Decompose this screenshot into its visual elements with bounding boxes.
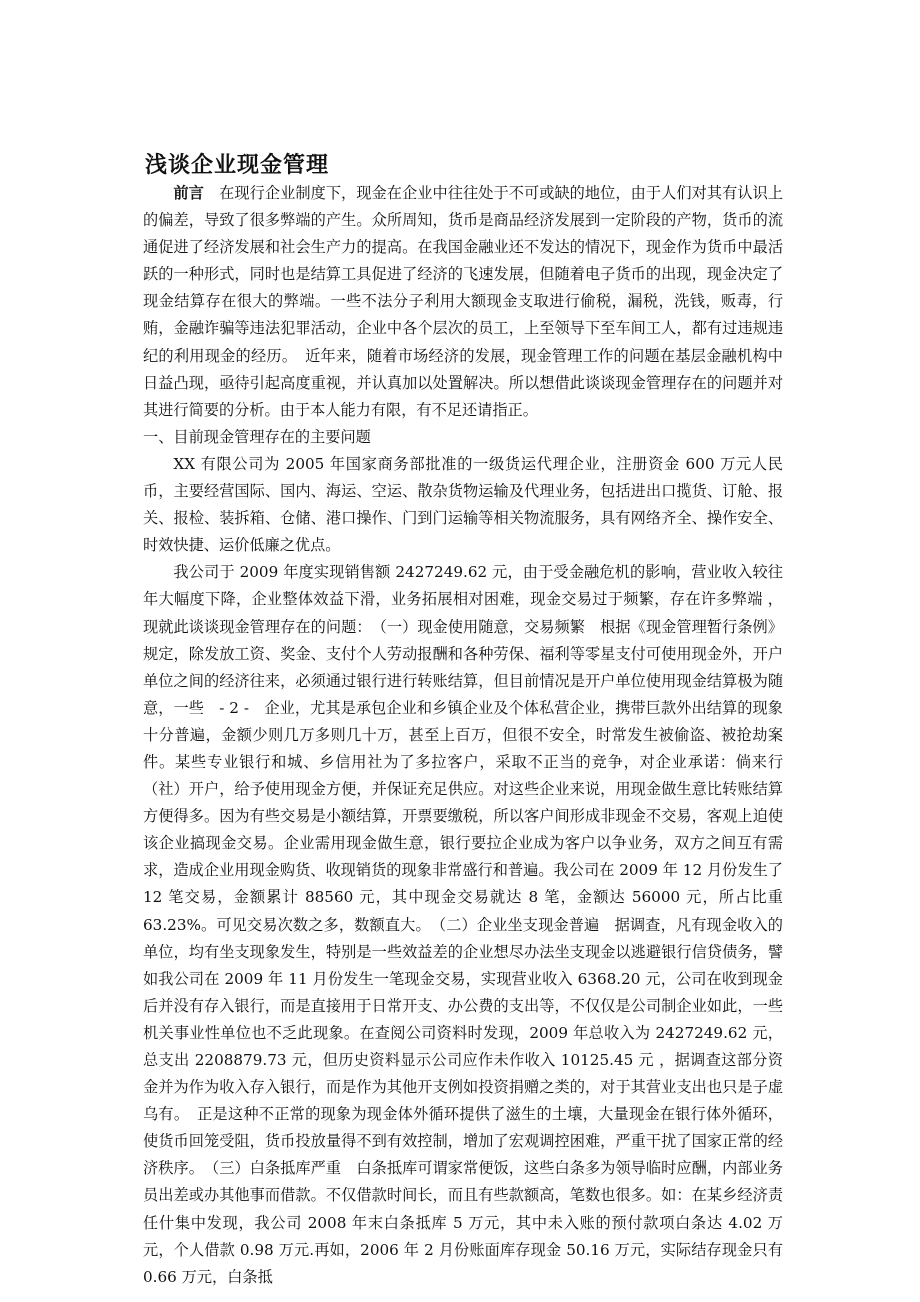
preface-paragraph bbox=[143, 180, 783, 424]
preface-label: 前言 bbox=[173, 184, 204, 202]
preface-text: 在现行企业制度下，现金在企业中往往处于不可或缺的地位，由于人们对其有认识上的偏差，导致了很多弊端的产生。众所周知，货币是商品经济发展到一定阶段的产物，货币的流通促进了经济发展和社会生产力的提高。在我国金融业还不发达的情况下，现金作为货币中最活跃的一种形式，同时也是结算工具促进了经济的飞速发展，但随着电子货币的出现，现金决定了现金结算存在很大的弊端。一些不法分子利用大额现金支取进行偷税，漏税，洗钱，贩毒，行贿，金融诈骗等违法犯罪活动，企业中各个层次的员工，上至领导下至车间工人，都有过违规违纪的利用现金的经历。 近年来，随着市场经济的发展，现金管理工作的问题在基层金融机构中日益凸现，亟待引起高度重视，并认真加以处置解决。所以想借此谈谈现金管理存在的问题并对其进行简要的分析。由于本人能力有限，有不足还请指正。 bbox=[143, 184, 784, 419]
document-body bbox=[143, 180, 783, 1291]
section-heading: 一、目前现金管理存在的主要问题 bbox=[143, 427, 371, 446]
main-paragraph: 我公司于 2009 年度实现销售额 2427249.62 元，由于受金融危机的影响，营业收入较往年大幅度下降，企业整体效益下滑，业务拓展相对困难，现金交易过于频繁，存在许多弊端 ，现就此谈谈现金管理存在的问题： （一）现金使用随意，交易频繁 根据《现金管理暂行条例》规定，除发放工资、奖金、支付个人劳动报酬和各种劳保、福利等零星支付可使用现金外，开户单位之间的经济往来，必须通过银行进行转账结算，但目前情况是开户单位使用现金结算极为随意，一些 - 2 - 企业，尤其是承包企业和乡镇企业及个体私营企业，携带巨款外出结算的现象十分普遍，金额少则几万多则几十万，甚至上百万，但很不安全，时常发生被偷盗、被抢劫案件。某些专业银行和城、乡信用社为了多拉客户，采取不正当的竞争，对企业承诺：倘来行（社）开户，给予使用现金方便，并保证充足供应。对这些企业来说，用现金做生意比转账结算方便得多。因为有些交易是小额结算，开票要缴税，所以客户间形成非现金不交易，客观上迫使该企业搞现金交易。企业需用现金做生意，银行要拉企业成为客户以争业务，双方之间互有需求，造成企业用现金购货、收现销货的现象非常盛行和普遍。我公司在 2009 年 12 月份发生了 12 笔交易，金额累计 88560 元，其中现金交易就达 8 笔，金额达 56000 元，所占比重 63.23%。可见交易次数之多，数额直大。 （二）企业坐支现金普遍 据调查，凡有现金收入的单位，均有坐支现象发生，特别是一些效益差的企业想尽办法坐支现金以逃避银行信贷债务，譬如我公司在 2009 年 11 月份发生一笔现金交易，实现营业收入 6368.20 元，公司在收到现金后并没有存入银行，而是直接用于日常开支、办公费的支出等，不仅仅是公司制企业如此，一些机关事业性单位也不乏此现象。在查阅公司资料时发现，2009 年总收入为 2427249.62 元，总支出 2208879.73 元，但历史资料显示公司应作未作收入 10125.45 元 ，据调查这部分资金并为作为收入存入银行，而是作为其他开支例如投资捐赠之类的，对于其营业支出也只是子虚乌有。 正是这种不正常的现象为现金体外循环提供了滋生的土壤，大量现金在银行体外循环，使货币回笼受阻，货币投放量得不到有效控制，增加了宏观调控困难，严重干扰了国家正常的经济秩序。 （三）白条抵库严重 白条抵库可谓家常便饭，这些白条多为领导临时应酬，内部业务员出差或办其他事而借款。不仅借款时间长，而且有些款额高，笔数也很多。如：在某乡经济责任什集中发现，我公司 2008 年末白条抵库 5 万元，其中未入账的预付款项白条达 4.02 万元，个人借款 0.98 万元.再如，2006 年 2 月份账面库存现金 50.16 万元，实际结存现金只有 0.66 万元，白条抵 bbox=[143, 563, 783, 1286]
document-title: 浅谈企业现金管理 bbox=[145, 153, 330, 178]
company-paragraph: XX 有限公司为 2005 年国家商务部批准的一级货运代理企业，注册资金 600 万元人民币，主要经营国际、国内、海运、空运、散杂货物运输及代理业务，包括进出口揽货、订舱、报关、报检、装拆箱、仓储、港口操作、门到门运输等相关物流服务，具有网络齐全、操作安全、时效快捷、运价低廉之优点。 bbox=[143, 454, 783, 555]
